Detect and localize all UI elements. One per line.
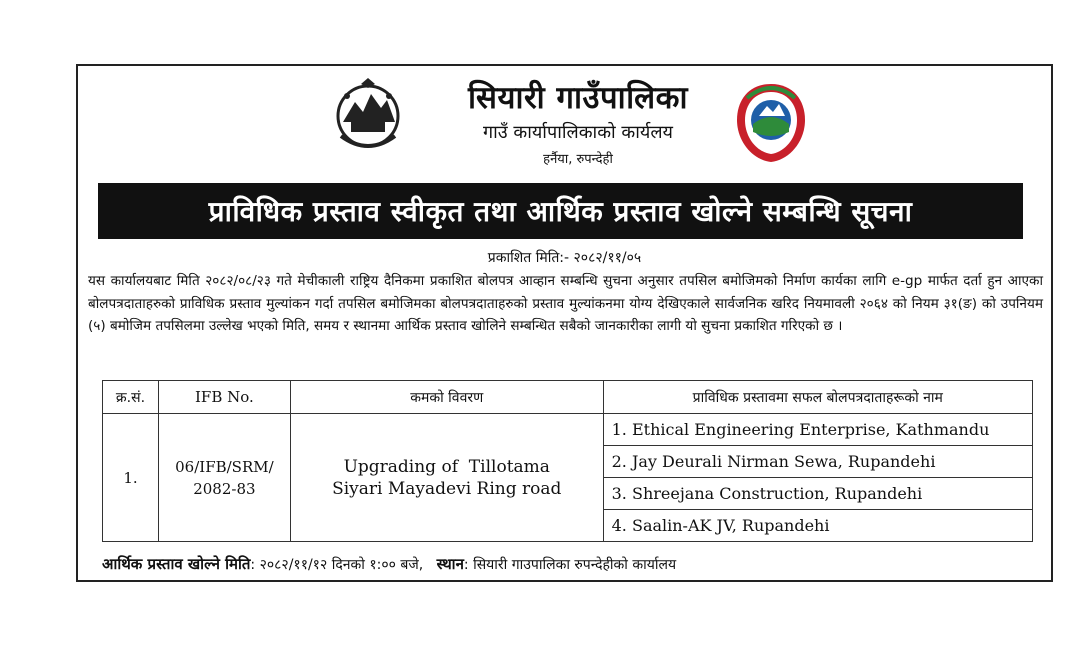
work-description-line1: Upgrading of Tillotama	[343, 456, 550, 477]
municipality-logo-icon	[733, 80, 809, 166]
office-address: हर्नैया, रुपन्देही	[543, 152, 613, 167]
header-work-description: कमको विवरण	[290, 381, 603, 414]
published-date: प्रकाशित मिति:- २०८२/११/०५	[487, 250, 642, 266]
opening-date-value: : २०८२/११/१२ दिनको १:०० बजे,	[250, 557, 424, 573]
header-sn: क्र.सं.	[103, 381, 159, 414]
notice-body: यस कार्यालयबाट मिति २०८२/०८/२३ गते मेचीकाली राष्ट्रिय दैनिकमा प्रकाशित बोलपत्र आव्हान सम्बन्धि सुचना अनुसार तपसिल बमोजिमको निर्माण कार्यका लागि e-gp मार्फत दर्ता हुन आएका बोलपत्रदाताहरुको प्राविधिक प्रस्ताव मुल्यांकन गर्दा तपसिल बमोजिमका बोलपत्रदाताहरुको प्रस्ताव मुल्यांकनमा योग्य देखिएकाले सार्वजनिक खरिद नियमावली २०६४ को नियम ३१(ङ) को उपनियम (५) बमोजिम तपसिलमा उल्लेख भएको मिति, समय र स्थानमा आर्थिक प्रस्ताव खोलिने सम्बन्धित सबैको जानकारीका लागी यो सुचना प्रकाशित गरिएको छ ।	[88, 273, 1043, 334]
bidders-table	[102, 380, 1033, 542]
opening-place-value: : सियारी गाउपालिका रुपन्देहीको कार्यालय	[463, 557, 677, 573]
notice-frame	[76, 64, 1053, 582]
work-description-line2: Siyari Mayadevi Ring road	[332, 478, 562, 499]
office-subtitle: गाउँ कार्यापालिकाको कार्यलय	[483, 122, 673, 143]
bidder-item: 4. Saalin-AK JV, Rupandehi	[611, 515, 830, 535]
table-row	[103, 414, 1033, 542]
opening-date-label: आर्थिक प्रस्ताव खोल्ने मिति	[102, 555, 251, 573]
municipality-title: सियारी गाउँपालिका	[468, 80, 688, 116]
header-successful-bidders: प्राविधिक प्रस्तावमा सफल बोलपत्रदाताहरूको नाम	[603, 381, 1032, 414]
opening-place-label: स्थान	[436, 555, 464, 573]
cell-work-description	[290, 414, 603, 542]
bidder-item: 1. Ethical Engineering Enterprise, Kathmandu	[604, 414, 1032, 446]
ifb-no-line2: 2082-83	[193, 479, 256, 498]
bidder-item: 2. Jay Deurali Nirman Sewa, Rupandehi	[604, 446, 1032, 478]
header-ifb-no: IFB No.	[158, 381, 290, 414]
cell-ifb-no	[158, 414, 290, 542]
cell-sn: 1.	[103, 414, 159, 542]
bidder-item: 3. Shreejana Construction, Rupandehi	[604, 478, 1032, 510]
letterhead	[78, 66, 1051, 176]
table-header-row	[103, 381, 1033, 414]
opening-details	[102, 554, 676, 574]
ifb-no-line1: 06/IFB/SRM/	[175, 457, 274, 476]
cell-bidders	[603, 414, 1032, 542]
notice-headline: प्राविधिक प्रस्ताव स्वीकृत तथा आर्थिक प्रस्ताव खोल्ने सम्बन्धि सूचना	[98, 183, 1023, 239]
